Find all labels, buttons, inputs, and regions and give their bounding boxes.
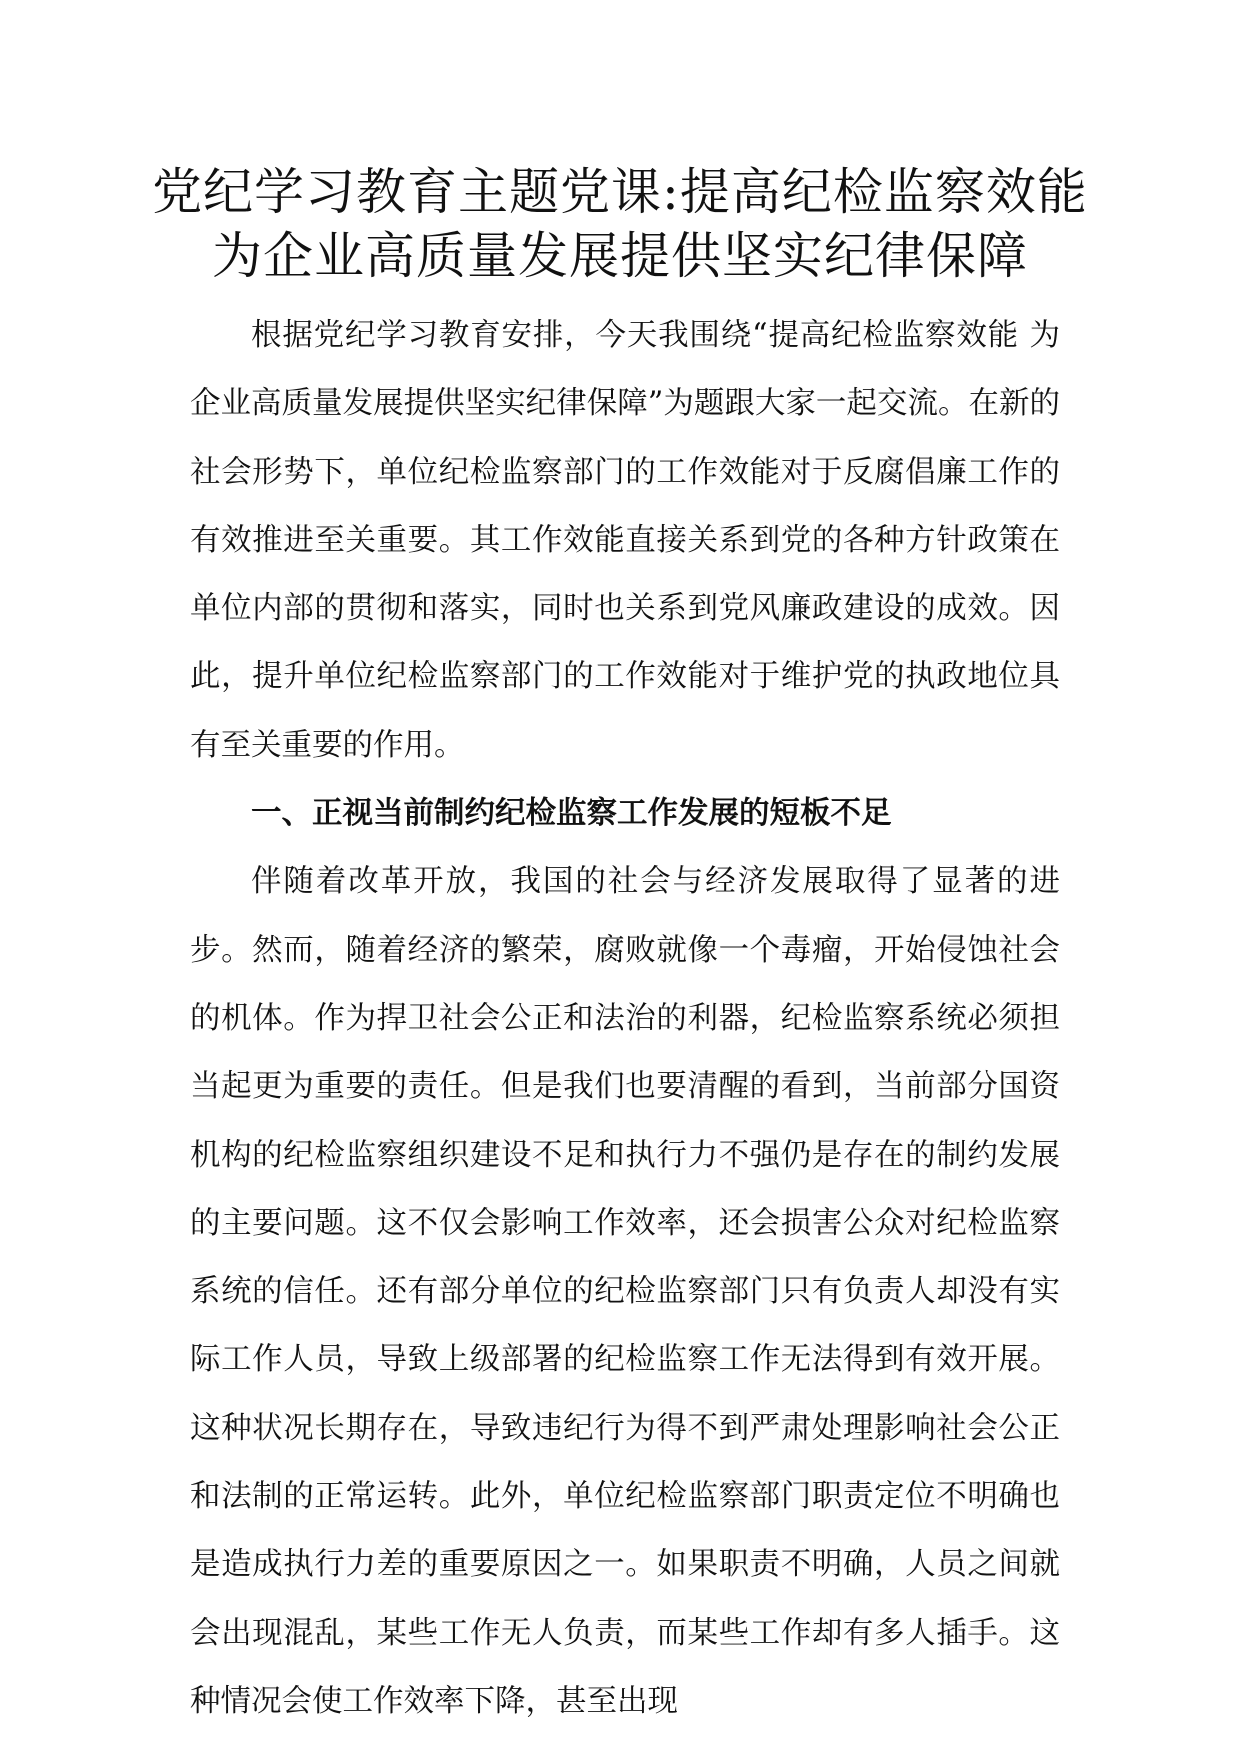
document-body — [190, 302, 1060, 1736]
document-title — [130, 160, 1110, 288]
title-line-1: 党纪学习教育主题党课:提高纪检监察效能 — [152, 163, 1088, 221]
title-line-2: 为企业高质量发展提供坚实纪律保障 — [212, 227, 1028, 285]
intro-paragraph: 根据党纪学习教育安排，今天我围绕“提高纪检监察效能 为企业高质量发展提供坚实纪律保障”为题跟大家一起交流。在新的社会形势下，单位纪检监察部门的工作效能对于反腐倡廉工作的有效推进至关重要。其工作效能直接关系到党的各种方针政策在单位内部的贯彻和落实，同时也关系到党风廉政建设的成效。因此，提升单位纪检监察部门的工作效能对于维护党的执政地位具有至关重要的作用。 — [190, 318, 1060, 763]
section-1-paragraph: 伴随着改革开放，我国的社会与经济发展取得了显著的进步。然而，随着经济的繁荣，腐败就像一个毒瘤，开始侵蚀社会的机体。作为捍卫社会公正和法治的利器，纪检监察系统必须担当起更为重要的责任。但是我们也要清醒的看到，当前部分国资机构的纪检监察组织建设不足和执行力不强仍是存在的制约发展的主要问题。这不仅会影响工作效率，还会损害公众对纪检监察系统的信任。还有部分单位的纪检监察部门只有负责人却没有实际工作人员，导致上级部署的纪检监察工作无法得到有效开展。这种状况长期存在，导致违纪行为得不到严肃处理影响社会公正和法制的正常运转。此外，单位纪检监察部门职责定位不明确也是造成执行力差的重要原因之一。如果职责不明确，人员之间就会出现混乱，某些工作无人负责，而某些工作却有多人插手。这种情况会使工作效率下降，甚至出现 — [190, 864, 1060, 1719]
section-1-heading: 一、正视当前制约纪检监察工作发展的短板不足 — [251, 796, 892, 832]
